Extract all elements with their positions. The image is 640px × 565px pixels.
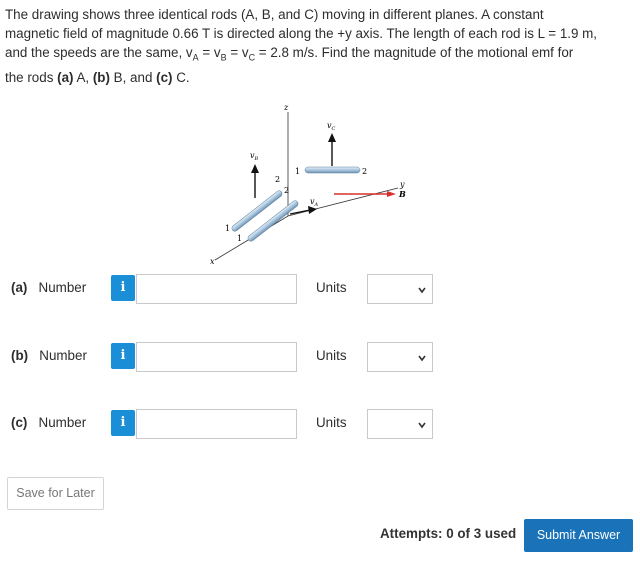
row-b-label: (b) Number <box>11 348 87 363</box>
units-label-a: Units <box>316 280 347 295</box>
rod-a-end-1: 1 <box>237 234 243 243</box>
chevron-down-icon <box>417 353 427 363</box>
save-for-later-button[interactable]: Save for Later <box>7 477 104 510</box>
va-arrow <box>290 210 310 214</box>
units-select-a[interactable] <box>367 274 433 304</box>
number-input-c[interactable] <box>136 409 297 439</box>
vc-arrowhead <box>328 133 336 142</box>
chevron-down-icon <box>417 285 427 295</box>
problem-line-2: magnetic field of magnitude 0.66 T is directed along the +y axis. The length of each rod is L = 1.9 m, <box>5 26 598 41</box>
answer-row-a <box>0 272 640 304</box>
rod-b-end-1: 1 <box>225 224 231 233</box>
row-a-label: (a) Number <box>11 280 87 295</box>
units-label-b: Units <box>316 348 347 363</box>
rod-b <box>231 190 284 233</box>
units-select-c[interactable] <box>367 409 433 439</box>
answer-row-b <box>0 340 640 372</box>
number-input-b[interactable] <box>136 342 297 372</box>
problem-statement <box>5 5 633 87</box>
number-input-a[interactable] <box>136 274 297 304</box>
chevron-down-icon <box>417 420 427 430</box>
rods-figure <box>210 98 430 268</box>
y-axis-label: y <box>400 180 405 189</box>
vb-arrowhead <box>251 164 259 173</box>
info-icon[interactable]: i <box>111 410 135 436</box>
vb-label: $v_B$ <box>250 151 259 162</box>
b-field-arrowhead <box>387 191 396 197</box>
info-icon[interactable]: i <box>111 275 135 301</box>
x-axis-label: x <box>210 257 215 266</box>
rod-c-end-2: 2 <box>362 167 368 176</box>
rod-a <box>247 200 300 243</box>
rod-b-end-2: 2 <box>275 175 281 184</box>
units-label-c: Units <box>316 415 347 430</box>
row-c-label: (c) Number <box>11 415 87 430</box>
problem-line-1: The drawing shows three identical rods (A, B, and C) moving in different planes. A constant <box>5 7 544 22</box>
rod-c-end-1: 1 <box>295 167 301 176</box>
rod-a-end-2: 2 <box>284 186 290 195</box>
va-label: $v_A$ <box>310 197 319 208</box>
b-field-label: B <box>399 189 406 199</box>
problem-line-3: and the speeds are the same, $v_A = v_B = v_C = 2.8$ m/s. Find the magnitude of the motional emf for <box>5 45 574 63</box>
answer-row-c <box>0 407 640 439</box>
attempts-counter: Attempts: 0 of 3 used <box>380 526 517 541</box>
submit-answer-button[interactable]: Submit Answer <box>524 519 633 552</box>
units-select-b[interactable] <box>367 342 433 372</box>
problem-line-4: the rods (a) A, (b) B, and (c) C. <box>5 69 190 85</box>
rod-c <box>305 167 360 173</box>
z-axis-label: z <box>284 103 289 112</box>
info-icon[interactable]: i <box>111 343 135 369</box>
vc-label: $v_C$ <box>327 121 336 132</box>
